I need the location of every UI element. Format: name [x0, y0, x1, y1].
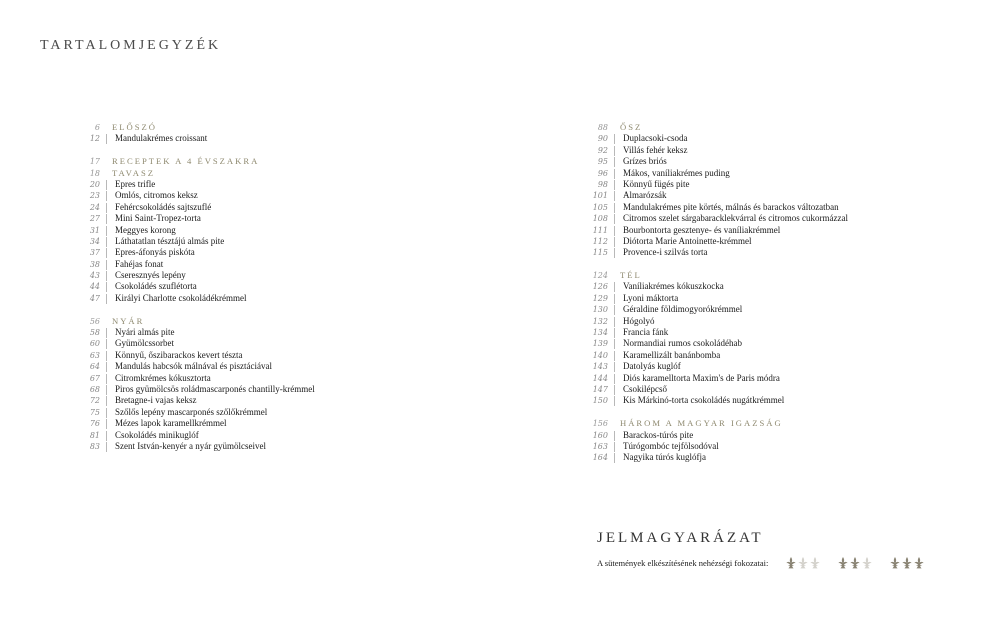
divider	[608, 156, 620, 167]
section-gap	[580, 407, 848, 418]
divider	[608, 122, 620, 133]
page-number: 6	[94, 123, 100, 132]
toc-entry[interactable]	[580, 190, 848, 201]
fleur-de-lis-icon	[914, 557, 924, 569]
toc-entry[interactable]	[72, 441, 315, 452]
divider	[608, 190, 620, 201]
page-number: 101	[592, 191, 608, 201]
recipe-title: Cseresznyés lepény	[115, 270, 186, 281]
recipe-title: Mini Saint-Tropez-torta	[115, 213, 201, 224]
recipe-title: Grízes briós	[623, 156, 667, 167]
divider	[100, 441, 112, 452]
toc-entry[interactable]	[580, 395, 848, 406]
fleur-de-lis-icon	[798, 557, 808, 569]
section-title: NYÁR	[112, 315, 145, 326]
recipe-title: Datolyás kuglóf	[623, 361, 681, 372]
toc-entry[interactable]	[72, 395, 315, 406]
toc-entry[interactable]	[580, 338, 848, 349]
toc-entry[interactable]	[72, 270, 315, 281]
recipe-title: Királyi Charlotte csokoládékrémmel	[115, 292, 247, 303]
page-number: 60	[89, 339, 100, 349]
toc-entry[interactable]	[580, 225, 848, 236]
divider	[608, 247, 620, 258]
page-number: 132	[592, 316, 608, 326]
toc-section-heading[interactable]	[72, 168, 315, 179]
divider	[100, 236, 112, 247]
recipe-title: Meggyes korong	[115, 224, 176, 235]
divider	[608, 395, 620, 406]
recipe-title: Könnyű fügés pite	[623, 178, 690, 189]
page-number: 130	[592, 305, 608, 315]
divider	[608, 213, 620, 224]
toc-entry[interactable]	[72, 236, 315, 247]
divider	[100, 430, 112, 441]
recipe-title: Láthatatlan tésztájú almás pite	[115, 235, 225, 246]
divider	[608, 202, 620, 213]
divider	[608, 350, 620, 361]
page-number: 95	[597, 157, 608, 167]
toc-entry[interactable]	[72, 213, 315, 224]
section-gap	[72, 304, 315, 315]
toc-entry[interactable]	[580, 202, 848, 213]
page-number: 163	[592, 441, 608, 451]
page-number: 75	[89, 407, 100, 417]
recipe-title: Normandiai rumos csokoládéhab	[623, 338, 742, 349]
recipe-title: Géraldine földimogyorókrémmel	[623, 304, 743, 315]
page-number: 12	[89, 134, 100, 144]
page-number: 72	[89, 396, 100, 406]
section-gap	[580, 259, 848, 270]
toc-section-heading[interactable]	[580, 418, 848, 429]
page-title: TARTALOMJEGYZÉK	[40, 38, 222, 53]
page-number: 156	[592, 419, 608, 429]
page-number: 63	[89, 350, 100, 360]
page-number: 144	[592, 373, 608, 383]
toc-section-heading[interactable]	[72, 156, 315, 167]
divider	[608, 133, 620, 144]
toc-right-column	[580, 122, 848, 464]
difficulty-levels	[768, 557, 924, 569]
toc-entry[interactable]	[580, 293, 848, 304]
page-number: 58	[89, 328, 100, 338]
difficulty-level-1	[786, 557, 820, 569]
toc-entry[interactable]	[72, 384, 315, 395]
toc-entry[interactable]	[72, 281, 315, 292]
divider	[100, 190, 112, 201]
recipe-title: Duplacsoki-csoda	[623, 133, 688, 144]
page-number: 164	[592, 453, 608, 463]
recipe-title: Túrógombóc tejfölsodóval	[623, 440, 719, 451]
recipe-title: Diós karamelltorta Maxim's de Paris módra	[623, 372, 780, 383]
toc-entry[interactable]	[72, 430, 315, 441]
divider	[100, 395, 112, 406]
toc-entry[interactable]	[72, 293, 315, 304]
page-number: 115	[592, 248, 608, 258]
recipe-title: Bourbontorta gesztenye- és vaníliakrémmel	[623, 224, 781, 235]
divider	[608, 338, 620, 349]
toc-entry[interactable]	[72, 361, 315, 372]
toc-entry[interactable]	[72, 179, 315, 190]
toc-entry[interactable]	[580, 236, 848, 247]
toc-entry[interactable]	[580, 156, 848, 167]
recipe-title: Gyümölcssorbet	[115, 338, 174, 349]
recipe-title: Mandulás habcsók málnával és pisztáciával	[115, 361, 272, 372]
page-number: 98	[597, 179, 608, 189]
section-title: ŐSZ	[620, 122, 643, 132]
page-number: 24	[89, 202, 100, 212]
fleur-de-lis-icon	[890, 557, 900, 569]
divider	[608, 316, 620, 327]
divider	[608, 293, 620, 304]
toc-section-heading[interactable]	[580, 122, 848, 133]
page-number: 150	[592, 396, 608, 406]
divider	[608, 145, 620, 156]
recipe-title: Hógolyó	[623, 315, 655, 326]
difficulty-level-3	[890, 557, 924, 569]
fleur-de-lis-icon	[850, 557, 860, 569]
recipe-title: Mézes lapok karamellkrémmel	[115, 418, 227, 429]
page-number: 108	[592, 214, 608, 224]
page-number: 67	[89, 373, 100, 383]
toc-entry[interactable]	[72, 373, 315, 384]
divider	[608, 452, 620, 463]
section-title: RECEPTEK A 4 ÉVSZAKRA	[112, 156, 260, 167]
toc-entry[interactable]	[580, 168, 848, 179]
divider	[608, 361, 620, 372]
toc-entry[interactable]	[580, 327, 848, 338]
toc-entry[interactable]	[72, 247, 315, 258]
legend-title: JELMAGYARÁZAT	[597, 530, 764, 546]
page-number: 38	[89, 259, 100, 269]
recipe-title: Mandulakrémes pite körtés, málnás és barackos változatban	[623, 201, 839, 212]
divider	[100, 418, 112, 429]
recipe-title: Könnyű, őszibarackos kevert tészta	[115, 349, 243, 360]
recipe-title: Diótorta Marie Antoinette-krémmel	[623, 235, 752, 246]
toc-entry[interactable]	[72, 350, 315, 361]
divider	[608, 304, 620, 315]
page-number: 56	[89, 316, 100, 326]
toc-entry[interactable]	[72, 133, 315, 144]
divider	[608, 430, 620, 441]
divider	[100, 270, 112, 281]
divider	[608, 168, 620, 179]
toc-entry[interactable]	[580, 179, 848, 190]
page-number: 37	[89, 248, 100, 258]
section-title: ELŐSZÓ	[112, 122, 157, 132]
toc-section-heading[interactable]	[72, 122, 315, 133]
toc-entry[interactable]	[72, 327, 315, 338]
page-number: 17	[89, 157, 100, 167]
fleur-de-lis-icon	[902, 557, 912, 569]
toc-entry[interactable]	[580, 213, 848, 224]
recipe-title: Vaníliakrémes kókuszkocka	[623, 281, 724, 292]
page-number: 143	[592, 362, 608, 372]
recipe-title: Mandulakrémes croissant	[115, 133, 208, 144]
legend-row	[597, 557, 924, 569]
recipe-title: Nagyika túrós kuglófja	[623, 452, 706, 463]
toc-entry[interactable]	[580, 281, 848, 292]
divider	[608, 225, 620, 236]
page-number: 105	[592, 202, 608, 212]
toc-entry[interactable]	[72, 202, 315, 213]
divider	[100, 384, 112, 395]
page-number: 129	[592, 293, 608, 303]
page-number: 83	[89, 441, 100, 451]
page-number: 27	[89, 214, 100, 224]
divider	[608, 236, 620, 247]
divider	[100, 259, 112, 270]
page-number: 47	[89, 293, 100, 303]
page-number: 126	[592, 282, 608, 292]
difficulty-level-2	[838, 557, 872, 569]
page-number: 88	[597, 123, 608, 132]
toc-entry[interactable]	[580, 361, 848, 372]
toc-entry[interactable]	[580, 350, 848, 361]
page-number: 134	[592, 328, 608, 338]
page-number: 44	[89, 282, 100, 292]
divider	[100, 133, 112, 144]
divider	[100, 213, 112, 224]
toc-entry[interactable]	[72, 259, 315, 270]
recipe-title: Almarózsák	[623, 190, 667, 201]
recipe-title: Csokoládés minikuglóf	[115, 429, 199, 440]
toc-entry[interactable]	[580, 452, 848, 463]
divider	[608, 418, 620, 429]
recipe-title: Omlós, citromos keksz	[115, 190, 198, 201]
toc-entry[interactable]	[580, 441, 848, 452]
page-number: 90	[597, 134, 608, 144]
page-number: 68	[89, 384, 100, 394]
recipe-title: Epres-áfonyás piskóta	[115, 247, 195, 258]
divider	[100, 122, 112, 133]
recipe-title: Fehércsokoládés sajtszuflé	[115, 201, 212, 212]
divider	[100, 168, 112, 179]
divider	[100, 316, 112, 327]
toc-entry[interactable]	[72, 418, 315, 429]
divider	[608, 270, 620, 281]
page-number: 92	[597, 145, 608, 155]
toc-entry[interactable]	[580, 247, 848, 258]
fleur-de-lis-icon	[838, 557, 848, 569]
recipe-title: Szőlős lepény mascarponés szőlőkrémmel	[115, 406, 268, 417]
recipe-title: Citromos szelet sárgabaracklekvárral és citromos cukormázzal	[623, 213, 848, 224]
legend-text: A sütemények elkészítésének nehézségi fokozatai:	[597, 558, 769, 568]
section-title: TÉL	[620, 270, 642, 281]
recipe-title: Kis Márkinó-torta csokoládés nugátkrémmel	[623, 395, 785, 406]
toc-entry[interactable]	[580, 373, 848, 384]
recipe-title: Fahéjas fonat	[115, 258, 164, 269]
toc-entry[interactable]	[580, 145, 848, 156]
toc-section-heading[interactable]	[72, 316, 315, 327]
recipe-title: Piros gyümölcsös roládmascarponés chantilly-krémmel	[115, 383, 315, 394]
divider	[100, 327, 112, 338]
divider	[100, 361, 112, 372]
recipe-title: Villás fehér keksz	[623, 144, 688, 155]
toc-entry[interactable]	[580, 133, 848, 144]
page-number: 34	[89, 236, 100, 246]
divider	[608, 327, 620, 338]
recipe-title: Nyári almás pite	[115, 327, 175, 338]
recipe-title: Provence-i szilvás torta	[623, 247, 708, 258]
recipe-title: Epres trifle	[115, 178, 156, 189]
page-number: 43	[89, 271, 100, 281]
page-number: 76	[89, 419, 100, 429]
page-number: 140	[592, 350, 608, 360]
divider	[100, 373, 112, 384]
toc-entry[interactable]	[580, 316, 848, 327]
page-number: 124	[592, 271, 608, 281]
divider	[100, 293, 112, 304]
toc-left-column	[72, 122, 315, 452]
divider	[100, 179, 112, 190]
fleur-de-lis-icon	[810, 557, 820, 569]
toc-entry[interactable]	[72, 338, 315, 349]
recipe-title: Lyoni máktorta	[623, 292, 679, 303]
page-number: 160	[592, 430, 608, 440]
page-number: 112	[592, 236, 608, 246]
recipe-title: Szent István-kenyér a nyár gyümölcseivel	[115, 440, 266, 451]
divider	[608, 384, 620, 395]
divider	[100, 281, 112, 292]
toc-section-heading[interactable]	[580, 270, 848, 281]
page-number: 64	[89, 362, 100, 372]
recipe-title: Csokoládés szuflétorta	[115, 281, 197, 292]
divider	[100, 350, 112, 361]
fleur-de-lis-icon	[862, 557, 872, 569]
page-number: 23	[89, 191, 100, 201]
toc-entry[interactable]	[580, 304, 848, 315]
recipe-title: Citromkrémes kókusztorta	[115, 372, 211, 383]
recipe-title: Francia fánk	[623, 327, 669, 338]
section-title: TAVASZ	[112, 167, 155, 178]
divider	[608, 373, 620, 384]
toc-entry[interactable]	[72, 407, 315, 418]
recipe-title: Karamellizált banánbomba	[623, 349, 721, 360]
page-number: 18	[89, 168, 100, 178]
toc-entry[interactable]	[72, 190, 315, 201]
divider	[100, 407, 112, 418]
page-number: 81	[89, 430, 100, 440]
toc-entry[interactable]	[580, 430, 848, 441]
divider	[100, 247, 112, 258]
page-number: 139	[592, 339, 608, 349]
recipe-title: Barackos-túrós pite	[623, 429, 694, 440]
divider	[608, 441, 620, 452]
section-title: HÁROM A MAGYAR IGAZSÁG	[620, 418, 783, 429]
fleur-de-lis-icon	[786, 557, 796, 569]
divider	[100, 202, 112, 213]
divider	[608, 179, 620, 190]
section-gap	[72, 145, 315, 156]
divider	[608, 281, 620, 292]
divider	[100, 338, 112, 349]
page-number: 31	[89, 225, 100, 235]
recipe-title: Mákos, vaníliakrémes puding	[623, 167, 730, 178]
recipe-title: Csokilépcső	[623, 383, 667, 394]
page-number: 96	[597, 168, 608, 178]
page-number: 111	[592, 225, 608, 235]
page-number: 20	[89, 179, 100, 189]
divider	[100, 156, 112, 167]
page-number: 147	[592, 384, 608, 394]
recipe-title: Bretagne-i vajas keksz	[115, 395, 197, 406]
toc-entry[interactable]	[72, 225, 315, 236]
toc-entry[interactable]	[580, 384, 848, 395]
divider	[100, 225, 112, 236]
